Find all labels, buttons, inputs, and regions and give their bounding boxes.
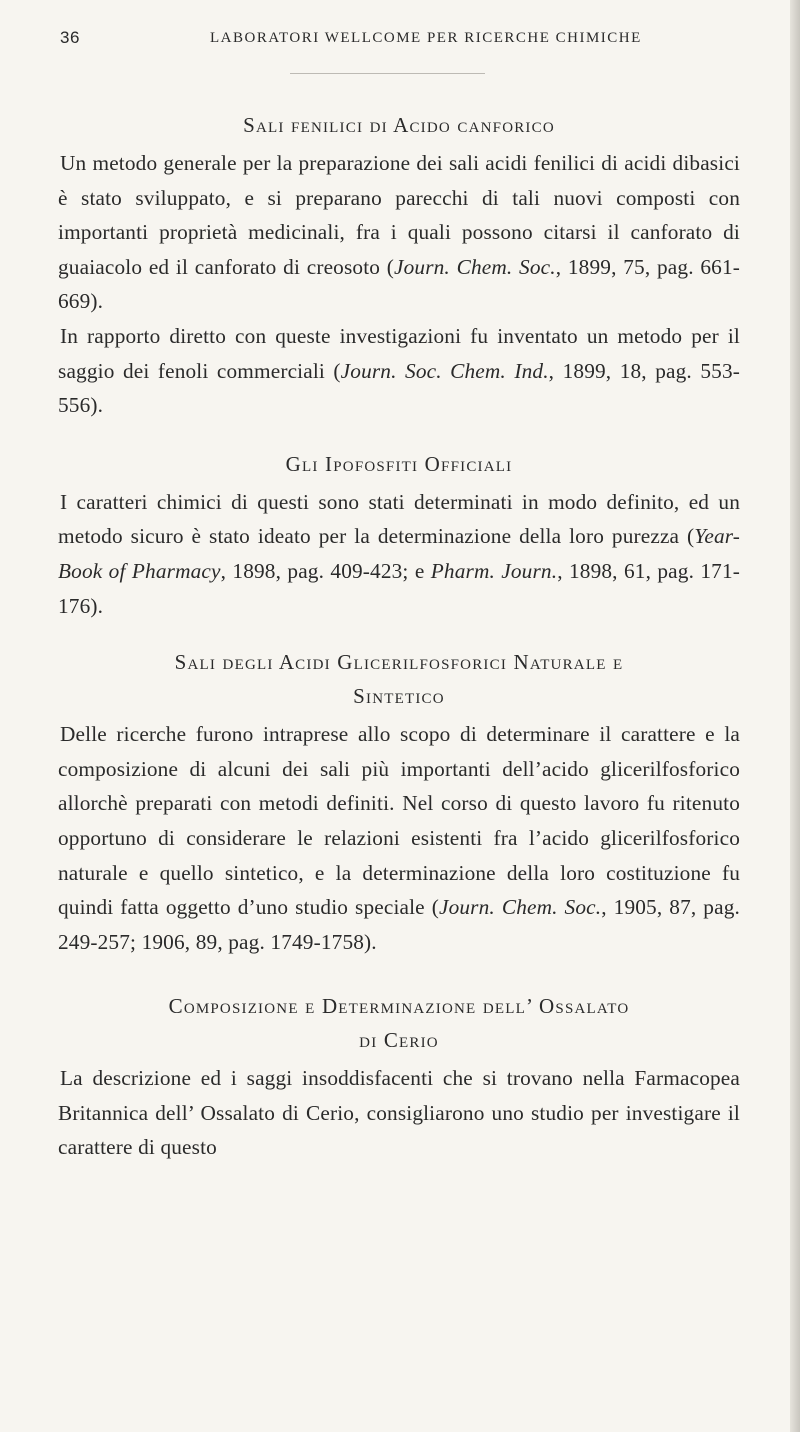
body-text xyxy=(58,88,740,1165)
journal-citation: Journ. Chem. Soc. xyxy=(394,254,556,279)
journal-citation: Journ. Chem. Soc. xyxy=(438,895,602,920)
section-title-sali-fenilici: Sali fenilici di Acido canforico xyxy=(243,113,555,137)
paragraph: In rapporto diretto con queste investigazioni fu inventato un metodo per il saggio dei fenoli commerciali (Journ. Soc. Chem. Ind., 1899, 18, pag. 553-556). xyxy=(58,323,740,418)
paragraph: La descrizione ed i saggi insoddisfacenti che si trovano nella Farmacopea Britannica dell’ Ossalato di Cerio, consigliarono uno studio per investigare il carattere di questo xyxy=(58,1066,740,1160)
section-title-ossalato-cerio: Composizione e Determinazione dell’ Ossalato di Cerio xyxy=(168,994,630,1053)
section-title-ipofosfiti: Gli Ipofosfiti Officiali xyxy=(285,451,513,476)
running-head: LABORATORI WELLCOME PER RICERCHE CHIMICHE xyxy=(210,30,642,46)
section-title-glicerilfosforici: Sali degli Acidi Glicerilfosforici Naturale e Sintetico xyxy=(174,650,624,709)
paragraph: I caratteri chimici di questi sono stati determinati in modo definito, ed un metodo sicuro è stato ideato per la determinazione della loro purezza (Year-Book of Pharmacy, 1898, pag. 409-423; e Pharm. Journ., 1898, 61, pag. 171-176). xyxy=(58,489,741,618)
journal-citation: Year-Book of Pharmacy xyxy=(58,524,740,583)
paragraph: Delle ricerche furono intraprese allo scopo di determinare il carattere e la composizione di alcuni dei sali più importanti dell’acido glicerilfosforico allorchè preparati con metodi definiti. Nel corso di questo lavoro fu ritenuto opportuno di considerare le relazioni esistenti fra l’acido glicerilfosforico naturale e quello sintetico, e la determinazione della loro costituzione fu quindi fatta oggetto d’uno studio speciale (Journ. Chem. Soc., 1905, 87, pag. 249-257; 1906, 89, pag. 1749-1758). xyxy=(58,722,740,954)
journal-citation: Pharm. Journ. xyxy=(430,558,558,583)
journal-citation: Journ. Soc. Chem. Ind. xyxy=(340,358,549,383)
section-rule xyxy=(290,73,485,74)
page-edge xyxy=(790,0,800,1432)
page-header xyxy=(60,28,720,52)
paragraph: Un metodo generale per la preparazione dei sali acidi fenilici di acidi dibasici è stato sviluppato, e si preparano parecchi di tali nuovi composti con importanti proprietà medicinali, fra i quali possono citarsi il canforato di guaiacolo ed il canforato di creosoto (Journ. Chem. Soc., 1899, 75, pag. 661-669). xyxy=(58,151,740,314)
page-number: 36 xyxy=(60,28,80,47)
